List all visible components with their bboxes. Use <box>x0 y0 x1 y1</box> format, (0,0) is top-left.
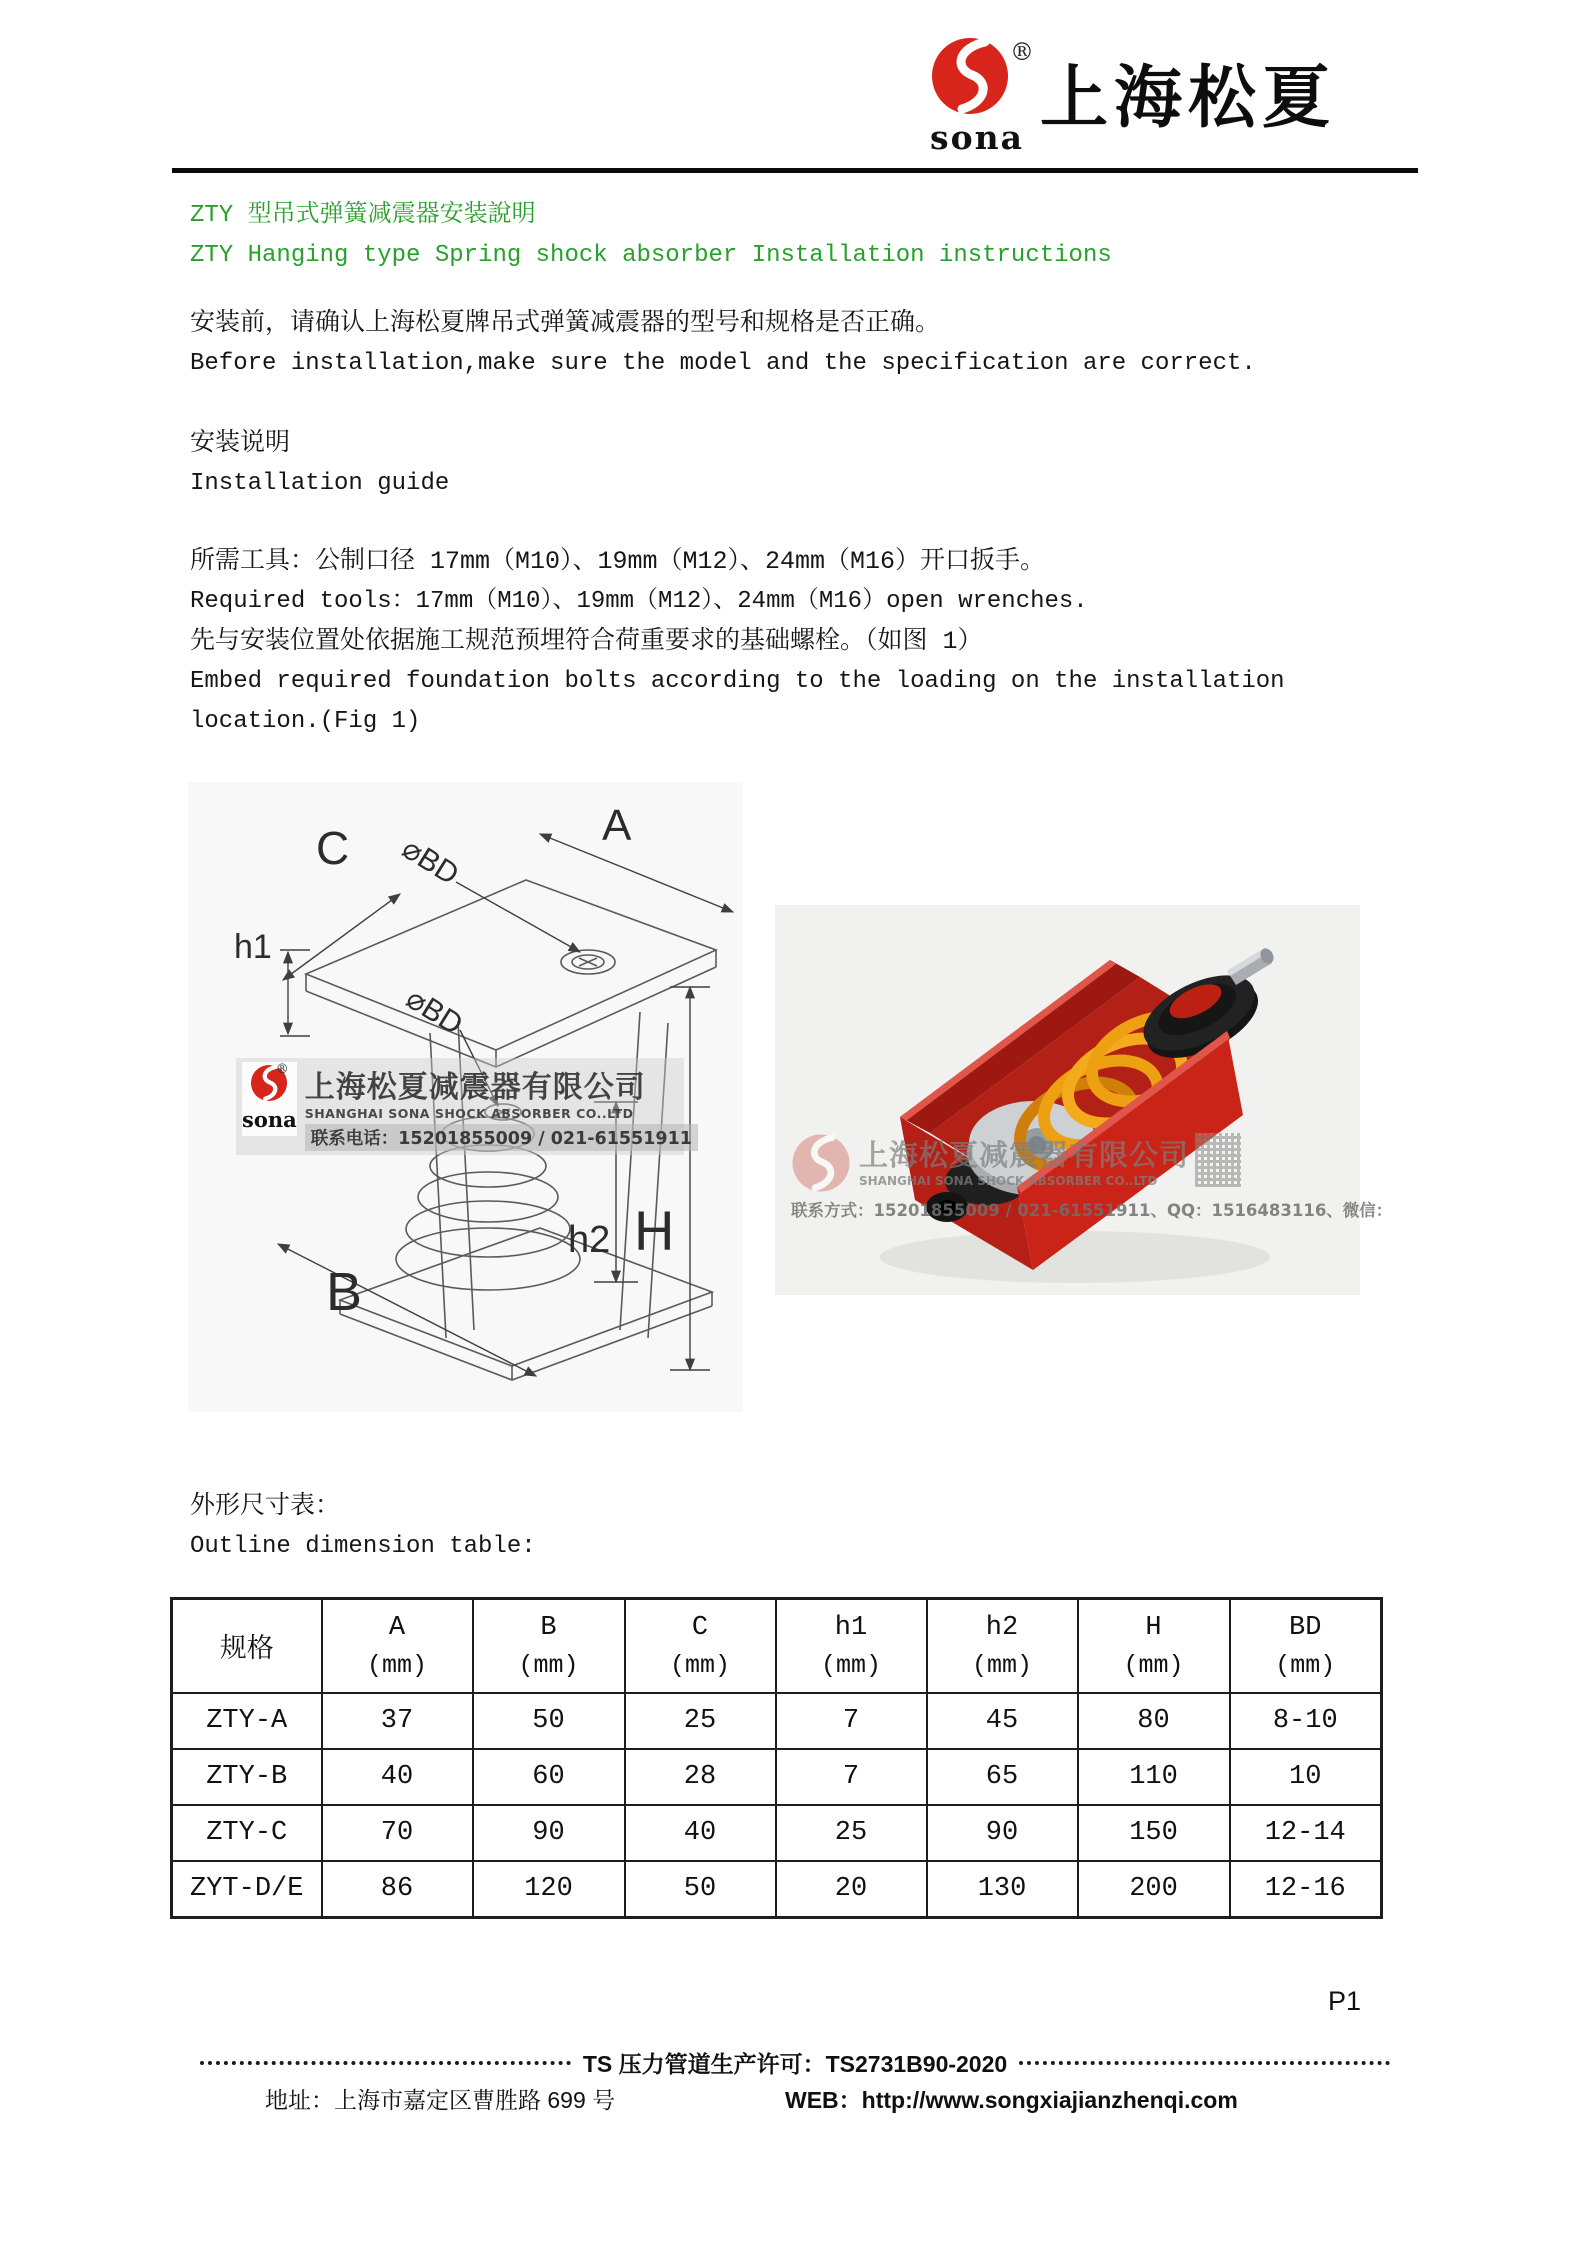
doc-title-en: ZTY Hanging type Spring shock absorber Installation instructions <box>190 242 1112 269</box>
drawing-watermark <box>236 1058 692 1155</box>
spec-cell: ZTY-C <box>172 1805 322 1861</box>
value-cell: 12-14 <box>1230 1805 1382 1861</box>
value-cell: 37 <box>322 1693 473 1749</box>
watermark-company-cn: 上海松夏减震器有限公司 <box>304 1070 646 1105</box>
value-cell: 120 <box>473 1861 625 1918</box>
col-header-h2 <box>927 1599 1078 1694</box>
registered-mark: ® <box>1010 38 1034 66</box>
dotted-divider-right <box>1019 2061 1390 2065</box>
dim-label-bd-top: ⌀BD <box>396 831 465 892</box>
value-cell: 12-16 <box>1230 1861 1382 1918</box>
embed-en-line2: location.(Fig 1) <box>190 708 421 735</box>
col-header-spec-label: 规格 <box>219 1636 274 1666</box>
dim-label-h: H <box>634 1199 675 1262</box>
drawing-watermark-logo <box>242 1062 297 1136</box>
value-cell: 40 <box>625 1805 776 1861</box>
watermark-company-en: SHANGHAI SONA SHOCK ABSORBER CO..LTD <box>304 1106 634 1121</box>
dotted-divider-left <box>200 2061 571 2065</box>
col-name: H <box>1145 1612 1162 1643</box>
col-header-h <box>1078 1599 1230 1694</box>
value-cell: 25 <box>776 1805 927 1861</box>
spec-cell: ZTY-A <box>172 1693 322 1749</box>
value-cell: 90 <box>473 1805 625 1861</box>
col-name: C <box>691 1612 709 1643</box>
value-cell: 65 <box>927 1749 1078 1805</box>
value-cell: 20 <box>776 1861 927 1918</box>
sona-logo-icon <box>930 36 1010 116</box>
table-title-en: Outline dimension table: <box>190 1533 536 1560</box>
table-row <box>172 1749 1382 1805</box>
col-unit: (mm) <box>366 1650 427 1680</box>
embed-en-line1: Embed required foundation bolts according to the loading on the installation <box>190 668 1285 695</box>
value-cell: 10 <box>1230 1749 1382 1805</box>
spec-cell: ZTY-B <box>172 1749 322 1805</box>
col-name: B <box>540 1612 557 1643</box>
photo-watermark-contact: 联系方式：15201855009 / 021-61551911、QQ：1516483116、微信： <box>791 1201 1393 1220</box>
value-cell: 86 <box>322 1861 473 1918</box>
sona-logo-word: sona <box>930 118 1024 157</box>
intro-en: Before installation,make sure the model and the specification are correct. <box>190 350 1256 377</box>
figure-technical-drawing <box>188 782 743 1412</box>
value-cell: 45 <box>927 1693 1078 1749</box>
value-cell: 150 <box>1078 1805 1230 1861</box>
dim-label-a: A <box>602 801 632 850</box>
watermark-brand: sona <box>242 1107 297 1132</box>
value-cell: 7 <box>776 1749 927 1805</box>
page-number: P1 <box>1328 1986 1362 2016</box>
table-row <box>172 1861 1382 1918</box>
value-cell: 50 <box>625 1861 776 1918</box>
value-cell: 130 <box>927 1861 1078 1918</box>
col-header-c <box>625 1599 776 1694</box>
guide-heading-cn: 安装说明 <box>190 429 291 458</box>
table-row <box>172 1805 1382 1861</box>
value-cell: 60 <box>473 1749 625 1805</box>
tools-cn: 所需工具：公制口径 17mm（M10）、19mm（M12）、24mm（M16）开口扳手。 <box>190 547 1046 576</box>
value-cell: 28 <box>625 1749 776 1805</box>
tools-en: Required tools：17mm（M10）、19mm（M12）、24mm（M16）open wrenches. <box>190 588 1088 615</box>
col-unit: (mm) <box>971 1650 1032 1680</box>
table-header-row <box>172 1599 1382 1694</box>
col-unit: (mm) <box>1275 1650 1336 1680</box>
col-name: A <box>388 1612 406 1643</box>
figure-product-photo <box>775 905 1393 1295</box>
value-cell: 110 <box>1078 1749 1230 1805</box>
doc-title-cn: ZTY 型吊式弹簧减震器安装說明 <box>190 202 536 229</box>
guide-heading-en: Installation guide <box>190 470 450 497</box>
col-header-a <box>322 1599 473 1694</box>
value-cell: 70 <box>322 1805 473 1861</box>
license-text: TS 压力管道生产许可：TS2731B90-2020 <box>582 2051 1008 2077</box>
registered-mark: ® <box>275 1062 289 1077</box>
col-header-bd <box>1230 1599 1382 1694</box>
spec-cell: ZYT-D/E <box>172 1861 322 1918</box>
col-name: BD <box>1289 1612 1322 1643</box>
value-cell: 40 <box>322 1749 473 1805</box>
col-unit: (mm) <box>820 1650 881 1680</box>
sona-logo-icon <box>791 1133 851 1193</box>
col-header-h1 <box>776 1599 927 1694</box>
col-name: h2 <box>985 1612 1019 1643</box>
header-divider <box>172 168 1418 173</box>
col-header-b <box>473 1599 625 1694</box>
embed-cn: 先与安装位置处依据施工规范预埋符合荷重要求的基础螺栓。（如图 1） <box>190 627 983 656</box>
photo-watermark-company-en: SHANGHAI SONA SHOCK ABSORBER CO..LTD <box>859 1174 1158 1188</box>
dim-label-b: B <box>326 1262 363 1322</box>
dim-label-bd-bottom: ⌀BD <box>400 981 469 1042</box>
qr-code <box>1195 1133 1241 1187</box>
product-photo-svg <box>775 905 1360 1295</box>
value-cell: 8-10 <box>1230 1693 1382 1749</box>
dim-label-c: C <box>316 822 350 874</box>
photo-watermark-company-cn: 上海松夏减震器有限公司 <box>859 1138 1190 1172</box>
value-cell: 200 <box>1078 1861 1230 1918</box>
dim-label-h1: h1 <box>234 928 272 966</box>
footer-address: 地址：上海市嘉定区曹胜路 699 号 <box>265 2087 616 2113</box>
value-cell: 50 <box>473 1693 625 1749</box>
sona-logo <box>930 36 1040 157</box>
value-cell: 80 <box>1078 1693 1230 1749</box>
col-unit: (mm) <box>518 1650 579 1680</box>
license-row <box>200 2046 1390 2079</box>
dim-label-h2: h2 <box>568 1219 611 1261</box>
value-cell: 7 <box>776 1693 927 1749</box>
photo-watermark <box>791 1133 1393 1221</box>
dimension-table <box>170 1597 1383 1919</box>
value-cell: 90 <box>927 1805 1078 1861</box>
watermark-phone: 联系电话：15201855009 / 021-61551911 <box>305 1124 698 1151</box>
table-title-cn: 外形尺寸表： <box>190 1492 341 1521</box>
col-name: h1 <box>834 1612 868 1643</box>
table-row <box>172 1693 1382 1749</box>
value-cell: 25 <box>625 1693 776 1749</box>
company-name-cn: 上海松夏 <box>1040 59 1337 138</box>
col-header-spec <box>172 1599 322 1694</box>
intro-cn: 安装前，请确认上海松夏牌吊式弹簧减震器的型号和规格是否正确。 <box>190 309 941 338</box>
footer-web-url: WEB：http://www.songxiajianzhenqi.com <box>785 2087 1238 2113</box>
col-unit: (mm) <box>669 1650 730 1680</box>
col-unit: (mm) <box>1123 1650 1184 1680</box>
